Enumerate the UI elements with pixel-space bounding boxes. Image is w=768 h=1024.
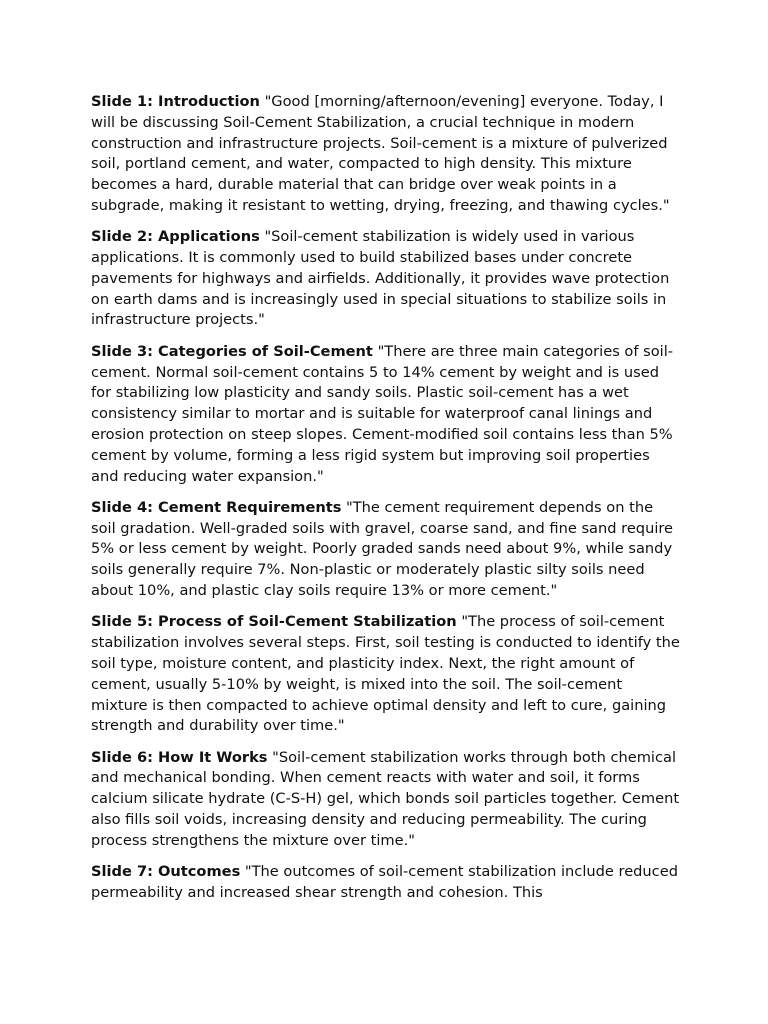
slide-2-heading: Slide 2: Applications [91,228,260,246]
document-page [91,92,681,914]
slide-1-body: "Good [morning/afternoon/evening] everyone. Today, I will be discussing Soil-Cement Stabilization, a crucial technique in modern construction and infrastructure projects. Soil-cement is a mixture of pulverized soil, portland cement, and water, compacted to high density. This mixture becomes a hard, durable material that can bridge over weak points in a subgrade, making it resistant to wetting, drying, freezing, and thawing cycles." [91,93,670,214]
slide-3-heading: Slide 3: Categories of Soil-Cement [91,342,373,360]
slide-7-body: "The outcomes of soil-cement stabilization include reduced permeability and increased shear strength and cohesion. This [91,863,678,901]
slide-4-heading: Slide 4: Cement Requirements [91,498,342,516]
slide-6-heading: Slide 6: How It Works [91,748,268,766]
slide-5-heading: Slide 5: Process of Soil-Cement Stabilization [91,613,457,631]
slide-3-body: "There are three main categories of soil-cement. Normal soil-cement contains 5 to 14% cement by weight and is used for stabilizing low plasticity and sandy soils. Plastic soil-cement has a wet consistency similar to mortar and is suitable for waterproof canal linings and erosion protection on steep slopes. Cement-modified soil contains less than 5% cement by volume, forming a less rigid system but improving soil properties and reducing water expansion." [91,342,674,485]
slide-5-paragraph [91,612,681,737]
slide-4-body: "The cement requirement depends on the soil gradation. Well-graded soils with gravel, coarse sand, and fine sand require 5% or less cement by weight. Poorly graded sands need about 9%, while sandy soils generally require 7%. Non-plastic or moderately plastic silty soils need about 10%, and plastic clay soils require 13% or more cement." [91,498,674,600]
slide-6-paragraph [91,748,681,852]
slide-3-paragraph [91,342,681,488]
slide-2-paragraph [91,227,681,331]
slide-4-paragraph [91,498,681,602]
slide-6-body: "Soil-cement stabilization works through both chemical and mechanical bonding. When cement reacts with water and soil, it forms calcium silicate hydrate (C-S-H) gel, which bonds soil particles together. Cement also fills soil voids, increasing density and reducing permeability. The curing process strengthens the mixture over time." [91,748,680,849]
slide-5-body: "The process of soil-cement stabilization involves several steps. First, soil testing is conducted to identify the soil type, moisture content, and plasticity index. Next, the right amount of cement, usually 5-10% by weight, is mixed into the soil. The soil-cement mixture is then compacted to achieve optimal density and left to cure, gaining strength and durability over time." [91,613,680,735]
slide-7-paragraph [91,862,681,904]
slide-2-body: "Soil-cement stabilization is widely used in various applications. It is commonly used to build stabilized bases under concrete pavements for highways and airfields. Additionally, it provides wave protection on earth dams and is increasingly used in special situations to stabilize soils in infrastructure projects." [91,228,670,329]
slide-1-paragraph [91,92,681,217]
slide-7-heading: Slide 7: Outcomes [91,863,241,881]
slide-1-heading: Slide 1: Introduction [91,93,260,110]
